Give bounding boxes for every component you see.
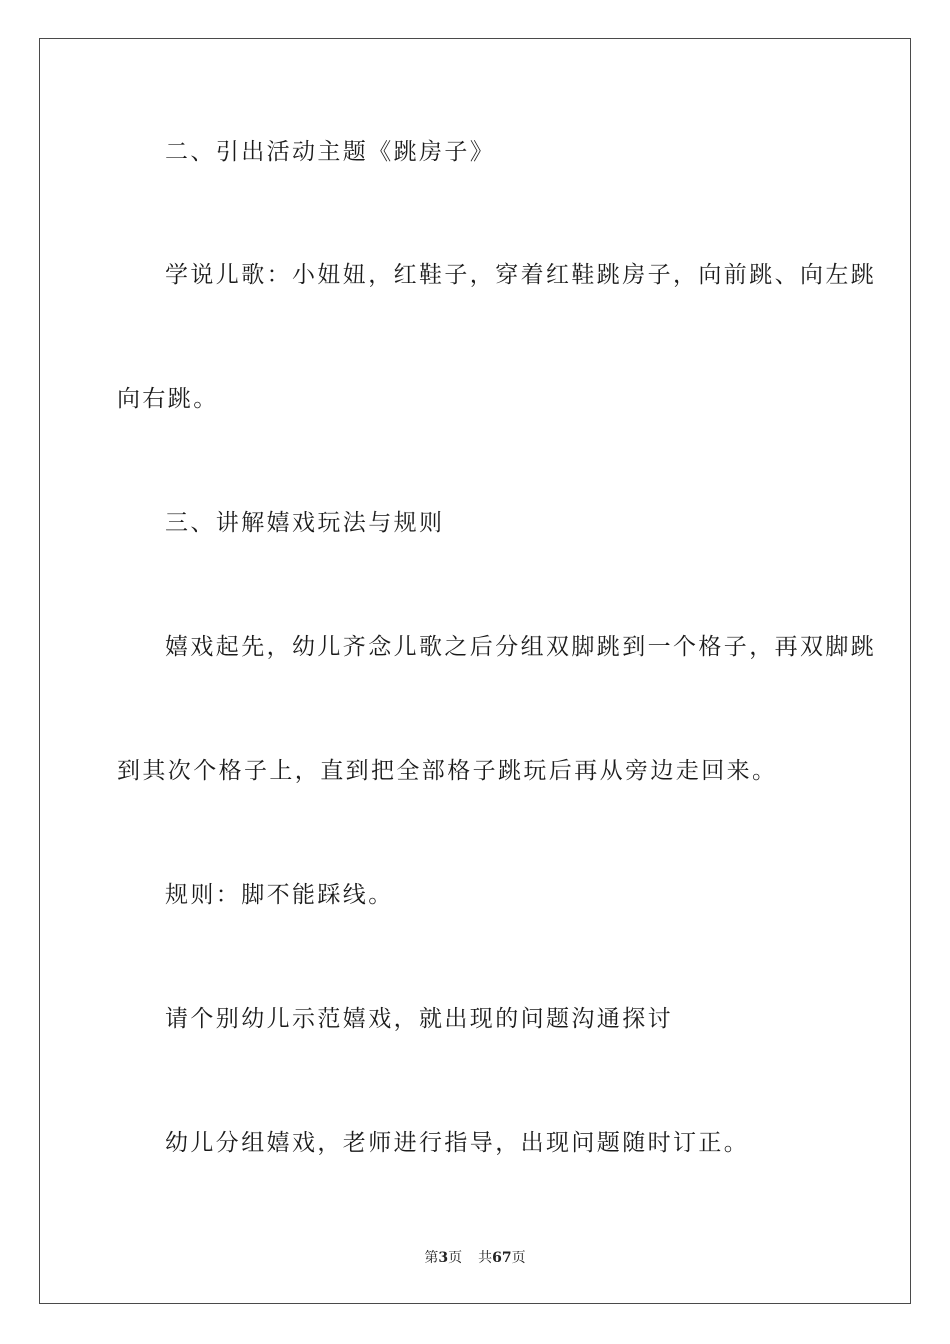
paragraph-game-description: 嬉戏起先，幼儿齐念儿歌之后分组双脚跳到一个格子，再双脚跳 [165,634,877,660]
page-footer [0,1248,950,1268]
footer-total-suffix: 页 [511,1250,526,1266]
paragraph-nursery-rhyme-continued: 向右跳。 [117,386,219,412]
footer-prefix: 第 [424,1250,439,1266]
page-border [39,38,911,1304]
paragraph-game-description-continued: 到其次个格子上，直到把全部格子跳玩后再从旁边走回来。 [117,758,778,784]
footer-total-pages: 67 [492,1250,512,1266]
paragraph-group-play: 幼儿分组嬉戏，老师进行指导，出现问题随时订正。 [165,1130,750,1156]
paragraph-demonstration: 请个别幼儿示范嬉戏，就出现的问题沟通探讨 [165,1006,673,1032]
footer-total-prefix: 共 [478,1250,493,1266]
paragraph-nursery-rhyme: 学说儿歌：小妞妞，红鞋子，穿着红鞋跳房子，向前跳、向左跳 [165,262,877,288]
section-heading-3: 三、讲解嬉戏玩法与规则 [165,510,445,536]
footer-page-suffix: 页 [448,1250,463,1266]
section-heading-2: 二、引出活动主题《跳房子》 [165,139,496,165]
paragraph-rules: 规则：脚不能踩线。 [165,882,394,908]
footer-current-page: 3 [438,1250,449,1266]
